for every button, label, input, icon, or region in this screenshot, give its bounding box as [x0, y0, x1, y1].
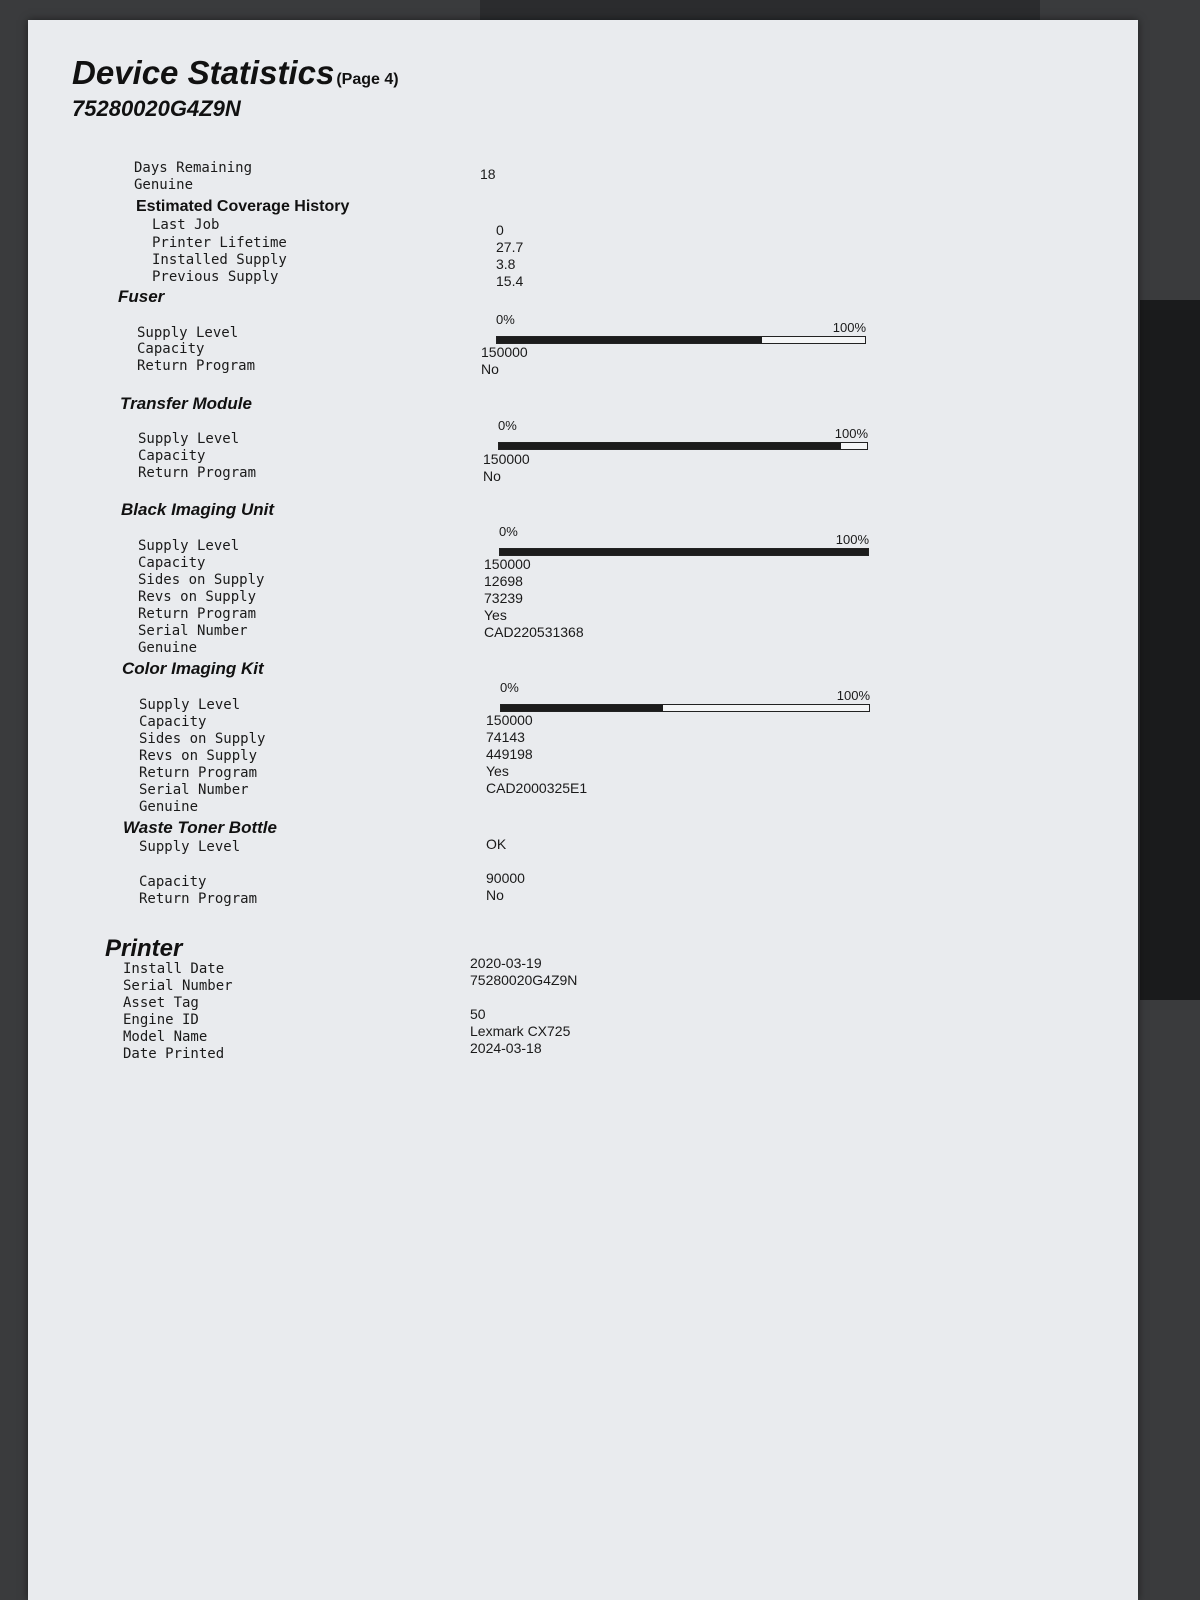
- printer-value: Lexmark CX725: [470, 1023, 571, 1039]
- black-imaging-unit-label: Revs on Supply: [138, 589, 257, 605]
- transfer-module-label: Return Program: [138, 465, 257, 481]
- level-fill: [500, 549, 868, 555]
- waste-toner-supply-level-value: OK: [486, 836, 507, 852]
- printer-label: Date Printed: [123, 1046, 225, 1062]
- coverage-label: Printer Lifetime: [152, 235, 287, 251]
- days-remaining-label: Days Remaining: [134, 160, 253, 176]
- printer-label: Engine ID: [123, 1012, 199, 1028]
- printer-label: Model Name: [123, 1029, 208, 1045]
- level-min-label: 0%: [496, 312, 515, 327]
- color-imaging-kit-label: Capacity: [139, 714, 207, 730]
- genuine-label: Genuine: [134, 177, 194, 193]
- black-imaging-unit-value: 12698: [484, 573, 523, 589]
- fuser-value: 150000: [481, 344, 528, 360]
- printer-value: 50: [470, 1006, 486, 1022]
- black-imaging-unit-label: Capacity: [138, 555, 206, 571]
- section-heading-transfer-module: Transfer Module: [120, 394, 252, 413]
- waste-toner-return-program-label: Return Program: [139, 891, 258, 907]
- level-fill: [499, 443, 841, 449]
- coverage-value: 15.4: [496, 273, 524, 289]
- coverage-label: Last Job: [152, 217, 220, 233]
- color-imaging-kit-value: CAD2000325E1: [486, 780, 588, 796]
- color-imaging-kit-label: Return Program: [139, 765, 258, 781]
- level-fill: [497, 337, 762, 343]
- black-imaging-unit-supply-level-bar: [499, 524, 869, 560]
- black-imaging-unit-label: Return Program: [138, 606, 257, 622]
- days-remaining-value: 18: [480, 166, 496, 182]
- waste-toner-capacity-label: Capacity: [139, 874, 207, 890]
- transfer-module-value: No: [483, 468, 501, 484]
- black-imaging-unit-label: Supply Level: [138, 538, 240, 554]
- level-track: [496, 336, 866, 344]
- section-heading-color-imaging-kit: Color Imaging Kit: [122, 659, 264, 678]
- coverage-label: Installed Supply: [152, 252, 287, 268]
- level-max-label: 100%: [835, 532, 869, 547]
- level-track: [498, 442, 868, 450]
- printer-label: Asset Tag: [123, 995, 199, 1011]
- coverage-label: Previous Supply: [152, 269, 279, 285]
- level-fill: [501, 705, 663, 711]
- level-track: [499, 548, 869, 556]
- waste-toner-capacity-value: 90000: [486, 870, 525, 886]
- waste-toner-return-program-value: No: [486, 887, 504, 903]
- black-imaging-unit-value: 150000: [484, 556, 531, 572]
- black-imaging-unit-value: Yes: [484, 607, 507, 623]
- black-imaging-unit-value: CAD220531368: [484, 624, 584, 640]
- color-imaging-kit-label: Serial Number: [139, 782, 249, 798]
- page-title: [72, 54, 399, 92]
- color-imaging-kit-label: Supply Level: [139, 697, 241, 713]
- printer-value: 2020-03-19: [470, 955, 542, 971]
- fuser-supply-level-bar: [496, 312, 866, 348]
- color-imaging-kit-value: 74143: [486, 729, 525, 745]
- level-min-label: 0%: [500, 680, 519, 695]
- coverage-value: 27.7: [496, 239, 524, 255]
- color-imaging-kit-value: 449198: [486, 746, 533, 762]
- color-imaging-kit-value: 150000: [486, 712, 533, 728]
- waste-toner-supply-level-label: Supply Level: [139, 839, 241, 855]
- color-imaging-kit-supply-level-bar: [500, 680, 870, 716]
- black-imaging-unit-label: Sides on Supply: [138, 572, 265, 588]
- section-heading-waste-toner-bottle: Waste Toner Bottle: [123, 818, 277, 837]
- fuser-label: Return Program: [137, 358, 256, 374]
- section-heading-printer: Printer: [105, 935, 183, 962]
- transfer-module-label: Capacity: [138, 448, 206, 464]
- level-max-label: 100%: [834, 426, 868, 441]
- coverage-value: 3.8: [496, 256, 516, 272]
- section-heading-fuser: Fuser: [118, 287, 165, 306]
- coverage-value: 0: [496, 222, 504, 238]
- fuser-value: No: [481, 361, 499, 377]
- transfer-module-label: Supply Level: [138, 431, 240, 447]
- color-imaging-kit-label: Sides on Supply: [139, 731, 266, 747]
- color-imaging-kit-value: Yes: [486, 763, 509, 779]
- fuser-label: Supply Level: [137, 325, 239, 341]
- fuser-label: Capacity: [137, 341, 205, 357]
- printer-label: Serial Number: [123, 978, 233, 994]
- transfer-module-supply-level-bar: [498, 418, 868, 454]
- color-imaging-kit-label: Genuine: [139, 799, 199, 815]
- level-min-label: 0%: [499, 524, 518, 539]
- level-min-label: 0%: [498, 418, 517, 433]
- device-serial: 75280020G4Z9N: [72, 96, 241, 121]
- level-max-label: 100%: [836, 688, 870, 703]
- coverage-heading: Estimated Coverage History: [136, 198, 350, 215]
- color-imaging-kit-label: Revs on Supply: [139, 748, 258, 764]
- black-imaging-unit-label: Serial Number: [138, 623, 248, 639]
- section-heading-black-imaging-unit: Black Imaging Unit: [121, 500, 275, 519]
- printer-label: Install Date: [123, 961, 225, 977]
- level-max-label: 100%: [832, 320, 866, 335]
- level-track: [500, 704, 870, 712]
- printer-value: 75280020G4Z9N: [470, 972, 578, 988]
- printer-value: 2024-03-18: [470, 1040, 542, 1056]
- black-imaging-unit-label: Genuine: [138, 640, 198, 656]
- transfer-module-value: 150000: [483, 451, 530, 467]
- background-surface-right: [1140, 300, 1200, 1000]
- page-number: (Page 4): [336, 71, 399, 88]
- black-imaging-unit-value: 73239: [484, 590, 523, 606]
- title-text: Device Statistics: [72, 54, 335, 91]
